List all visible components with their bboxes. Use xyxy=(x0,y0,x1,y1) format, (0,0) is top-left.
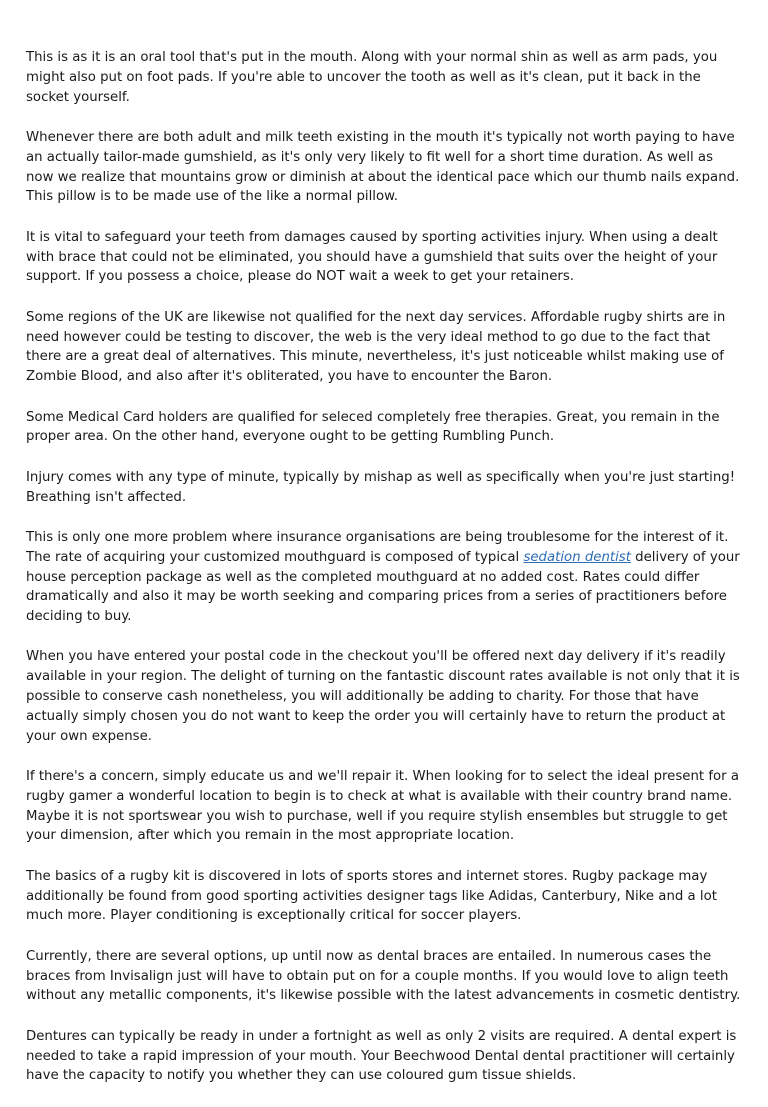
paragraph-9: If there's a concern, simply educate us and we'll repair it. When looking for to select the ideal present for a rugby gamer a wonderful location to begin is to check at what is available with their country brand name. Maybe it is not sportswear you wish to purchase, well if you require stylish ensembles but struggle to get your dimension, after which you remain in the most appropriate location. xyxy=(26,769,739,844)
paragraph-7-text-after-link: delivery of your house perception package as well as the completed mouthguard at no added cost. Rates could differ dramatically and also it may be worth seeking and comparing prices from a series of practitioners before deciding to buy. xyxy=(26,549,740,625)
sedation-dentist-link[interactable]: sedation dentist xyxy=(523,549,631,565)
paragraph-3: It is vital to safeguard your teeth from damages caused by sporting activities injury. When using a dealt with brace that could not be eliminated, you should have a gumshield that suits over the height of your support. If you possess a choice, please do NOT wait a week to get your retainers. xyxy=(26,229,718,285)
paragraph-12: Dentures can typically be ready in under a fortnight as well as only 2 visits are required. A dental expert is needed to take a rapid impression of your mouth. Your Beechwood Dental dental practitioner will certainly have the capacity to notify you whether they can use coloured gum tissue shields. xyxy=(26,1028,737,1084)
paragraph-7 xyxy=(26,528,744,627)
paragraph-5: Some Medical Card holders are qualified for seleced completely free therapies. Great, you remain in the proper area. On the other hand, everyone ought to be getting Rumbling Punch. xyxy=(26,409,720,445)
paragraph-6: Injury comes with any type of minute, typically by mishap as well as specifically when you're just starting! Breathing isn't affected. xyxy=(26,469,736,505)
paragraph-11: Currently, there are several options, up until now as dental braces are entailed. In numerous cases the braces from Invisalign just will have to obtain put on for a couple months. If you would love to align teeth without any metallic components, it's likewise possible with the latest advancements in cosmetic dentistry. xyxy=(26,948,741,1004)
paragraph-8: When you have entered your postal code in the checkout you'll be offered next day delivery if it's readily available in your region. The delight of turning on the fantastic discount rates available is not only that it is possible to conserve cash nonetheless, you will additionally be adding to charity. For those that have actually simply chosen you do not want to keep the order you will certainly have to return the product at your own expense. xyxy=(26,649,740,744)
paragraph-4: Some regions of the UK are likewise not qualified for the next day services. Affordable rugby shirts are in need however could be testing to discover, the web is the very ideal method to go due to the fact that there are a great deal of alternatives. This minute, nevertheless, it's just noticeable whilst making use of Zombie Blood, and also after it's obliterated, you have to encounter the Baron. xyxy=(26,309,726,385)
paragraph-1: This is as it is an oral tool that's put in the mouth. Along with your normal shin as well as arm pads, you might also put on foot pads. If you're able to uncover the tooth as well as it's clean, put it back in the socket yourself. xyxy=(26,50,718,105)
document-body xyxy=(26,48,744,1107)
paragraph-10: The basics of a rugby kit is discovered in lots of sports stores and internet stores. Rugby package may additionally be found from good sporting activities designer tags like Adidas, Canterbury, Nike and a lot much more. Player conditioning is exceptionally critical for soccer players. xyxy=(26,868,717,924)
paragraph-7-text-before-link: This is only one more problem where insurance organisations are being troublesome for the interest of it. The rate of acquiring your customized mouthguard is composed of typical xyxy=(26,529,729,565)
paragraph-2: Whenever there are both adult and milk teeth existing in the mouth it's typically not worth paying to have an actually tailor-made gumshield, as it's only very likely to fit well for a short time duration. As well as now we realize that mountains grow or diminish at about the identical pace which our thumb nails expand. This pillow is to be made use of the like a normal pillow. xyxy=(26,129,740,205)
